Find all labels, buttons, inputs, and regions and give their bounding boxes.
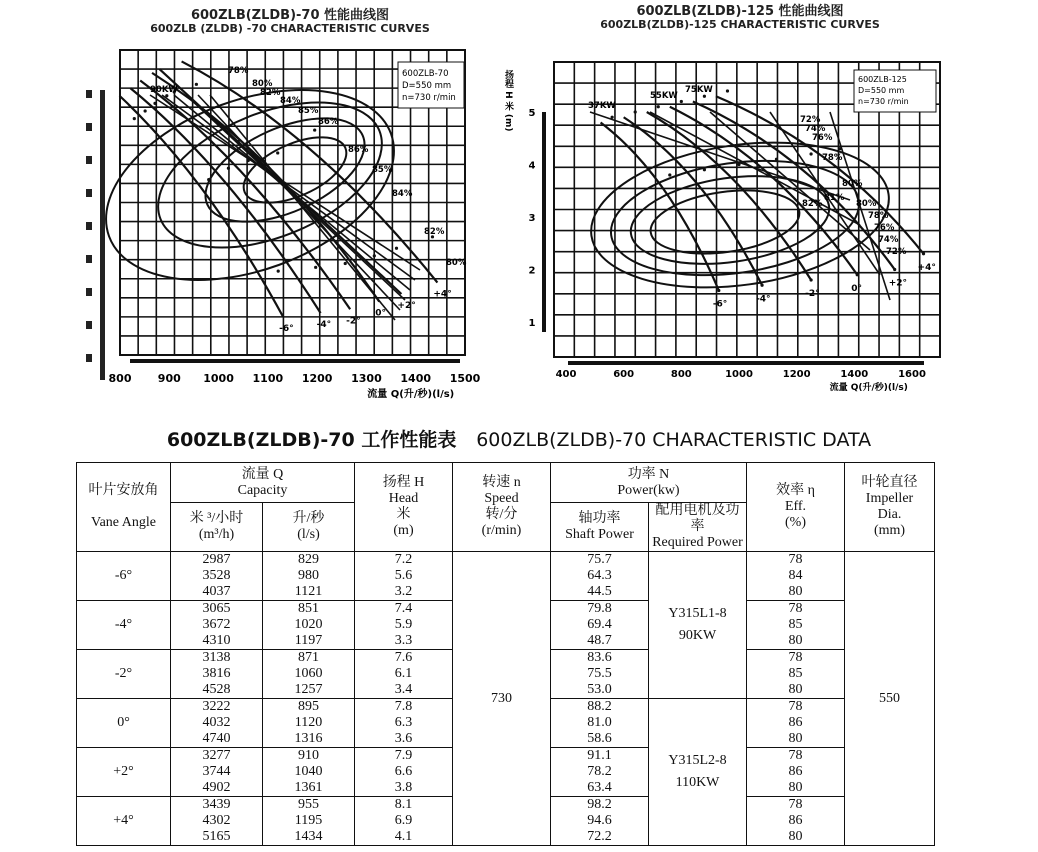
- y-tick-label: 2: [528, 265, 536, 277]
- data-point: [809, 278, 812, 281]
- data-point: [726, 89, 729, 92]
- x-axis-title: 流量 Q(升/秒)(l/s): [367, 389, 455, 400]
- chart-annotation: 82%: [424, 227, 445, 237]
- right-chart-subtitle: 600ZLB(ZLDB)-125 CHARACTERISTIC CURVES: [600, 18, 880, 31]
- x-tick-label: 1000: [203, 372, 234, 385]
- data-point: [144, 109, 147, 112]
- header-m3h: 米 ³/小时 (m³/h): [171, 503, 263, 552]
- data-point: [276, 151, 279, 154]
- chart-annotation: 82%: [260, 88, 281, 98]
- vane-angle-cell: -2°: [77, 650, 171, 699]
- x-tick-label: 1200: [301, 372, 333, 385]
- efficiency-cell: 78 86 80: [747, 797, 845, 846]
- x-tick-label: 400: [555, 369, 577, 380]
- header-capacity: 流量 Q Capacity: [171, 463, 355, 503]
- chart-annotation: 82%: [802, 199, 823, 209]
- data-point: [680, 100, 683, 103]
- x-tick-label: 600: [613, 369, 635, 380]
- x-tick-label: 1400: [840, 369, 869, 380]
- x-axis-title: 流量 Q(升/秒)(l/s): [829, 383, 908, 393]
- data-point: [856, 273, 859, 276]
- header-speed: 转速 n Speed 转/分 (r/min): [453, 463, 551, 552]
- x-tick-label: 900: [157, 372, 181, 385]
- vane-angle-cell: -4°: [77, 601, 171, 650]
- chart-annotation: 86%: [318, 117, 339, 127]
- capacity-m3h-cell: 3138 3816 4528: [171, 650, 263, 699]
- chart-annotation: 80%: [842, 179, 863, 189]
- data-point: [703, 168, 706, 171]
- data-point: [634, 110, 637, 113]
- chart-annotation: 84%: [392, 189, 413, 199]
- data-point: [657, 105, 660, 108]
- data-point: [227, 167, 230, 170]
- y-tick-label: 4: [528, 160, 536, 172]
- table-title: [0, 425, 1038, 452]
- y-tick-label: 3: [528, 213, 536, 224]
- efficiency-cell: 78 85 80: [747, 650, 845, 699]
- info-box-line: n=730 r/min: [858, 97, 909, 106]
- chart-annotation: 90KW: [150, 85, 178, 95]
- capacity-m3h-cell: 3222 4032 4740: [171, 699, 263, 748]
- series-label: +4°: [917, 262, 936, 273]
- head-cell: 7.2 5.6 3.2: [355, 552, 453, 601]
- head-cell: 8.1 6.9 4.1: [355, 797, 453, 846]
- info-box-line: n=730 r/min: [402, 93, 456, 103]
- capacity-m3h-cell: 2987 3528 4037: [171, 552, 263, 601]
- x-tick-label: 1200: [782, 369, 811, 380]
- right-chart-title: 600ZLB(ZLDB)-125 性能曲线图: [636, 4, 844, 19]
- left-chart-svg: [0, 0, 520, 410]
- chart-annotation: 80%: [252, 79, 273, 89]
- x-tick-label: 1600: [898, 369, 926, 380]
- info-box-line: D=550 mm: [858, 86, 905, 95]
- series-label: -4°: [316, 320, 332, 331]
- shaft-power-cell: 79.8 69.4 48.7: [551, 601, 649, 650]
- chart-annotation: 72%: [800, 115, 821, 125]
- impeller-cell: 550: [845, 552, 935, 846]
- head-cell: 7.9 6.6 3.8: [355, 748, 453, 797]
- shaft-power-cell: 91.1 78.2 63.4: [551, 748, 649, 797]
- chart-annotation: 85%: [298, 106, 319, 116]
- x-tick-label: 1000: [725, 369, 753, 380]
- data-point: [668, 173, 671, 176]
- data-point: [703, 95, 706, 98]
- capacity-ls-cell: 851 1020 1197: [263, 601, 355, 650]
- y-tick-mark: [86, 321, 92, 329]
- y-tick-mark: [86, 288, 92, 296]
- series-line: [601, 123, 719, 291]
- data-point: [133, 117, 136, 120]
- chart-annotation: 80%: [446, 258, 467, 268]
- series-label: -2°: [346, 316, 361, 327]
- left-chart-title: 600ZLB(ZLDB)-70 性能曲线图: [190, 8, 390, 23]
- data-point: [195, 83, 198, 86]
- x-axis-bar: [130, 359, 460, 363]
- chart-annotation: 78%: [822, 153, 843, 163]
- data-point: [344, 262, 347, 265]
- chart-annotation: 74%: [805, 124, 826, 134]
- head-cell: 7.4 5.9 3.3: [355, 601, 453, 650]
- series-label: 0°: [375, 308, 387, 319]
- data-point: [153, 102, 156, 105]
- shaft-power-cell: 75.7 64.3 44.5: [551, 552, 649, 601]
- series-label: +4°: [433, 289, 452, 300]
- table-body: [77, 552, 935, 846]
- header-head: 扬程 H Head 米 (m): [355, 463, 453, 552]
- efficiency-cell: 78 86 80: [747, 699, 845, 748]
- chart-annotation: 76%: [874, 223, 895, 233]
- y-axis-title: 扬程 H 米 (m): [503, 70, 513, 132]
- header-vane-angle: 叶片安放角 Vane Angle: [77, 463, 171, 552]
- chart-annotation: 75KW: [685, 85, 713, 95]
- series-label: -2°: [805, 289, 820, 299]
- data-point: [893, 268, 896, 271]
- data-point: [277, 270, 280, 273]
- efficiency-cell: 78 86 80: [747, 748, 845, 797]
- left-chart: [0, 0, 520, 410]
- header-required-power: 配用电机及功率 Required Power: [649, 503, 747, 552]
- capacity-ls-cell: 829 980 1121: [263, 552, 355, 601]
- capacity-ls-cell: 955 1195 1434: [263, 797, 355, 846]
- efficiency-cell: 78 85 80: [747, 601, 845, 650]
- required-power-cell: Y315L2-8 110KW: [649, 699, 747, 846]
- header-eff: 效率 η Eff. (%): [747, 463, 845, 552]
- info-box-line: 600ZLB-125: [858, 75, 907, 84]
- y-axis-bar: [542, 112, 546, 332]
- table-row: [77, 552, 935, 601]
- header-power: 功率 N Power(kw): [551, 463, 747, 503]
- x-tick-label: 800: [670, 369, 692, 380]
- y-axis-bar: [100, 90, 105, 380]
- y-tick-mark: [86, 255, 92, 263]
- header-shaft-power: 轴功率 Shaft Power: [551, 503, 649, 552]
- data-point: [922, 252, 925, 255]
- right-chart: [490, 0, 1038, 410]
- x-tick-label: 800: [108, 372, 132, 385]
- capacity-ls-cell: 895 1120 1316: [263, 699, 355, 748]
- x-tick-label: 1100: [252, 372, 284, 385]
- data-point: [313, 128, 316, 131]
- info-box-line: 600ZLB-70: [402, 69, 449, 79]
- vane-angle-cell: +4°: [77, 797, 171, 846]
- info-box-line: D=550 mm: [402, 81, 452, 91]
- chart-annotation: 86%: [348, 145, 369, 155]
- x-tick-label: 1300: [351, 372, 382, 385]
- capacity-m3h-cell: 3065 3672 4310: [171, 601, 263, 650]
- head-cell: 7.6 6.1 3.4: [355, 650, 453, 699]
- y-tick-label: 5: [528, 108, 536, 119]
- capacity-ls-cell: 871 1060 1257: [263, 650, 355, 699]
- chart-annotation: 37KW: [588, 101, 616, 111]
- data-point: [760, 284, 763, 287]
- vane-angle-cell: -6°: [77, 552, 171, 601]
- chart-annotation: 81%: [824, 193, 845, 203]
- power-line: [650, 112, 860, 225]
- capacity-ls-cell: 910 1040 1361: [263, 748, 355, 797]
- required-power-cell: Y315L1-8 90KW: [649, 552, 747, 699]
- speed-cell: 730: [453, 552, 551, 846]
- data-point: [717, 289, 720, 292]
- shaft-power-cell: 88.2 81.0 58.6: [551, 699, 649, 748]
- chart-annotation: 76%: [812, 133, 833, 143]
- chart-annotation: 78%: [868, 211, 889, 221]
- series-label: -6°: [279, 323, 294, 334]
- chart-annotation: 74%: [878, 235, 899, 245]
- chart-annotation: 78%: [228, 66, 249, 76]
- series-label: -4°: [756, 294, 771, 305]
- header-ls: 升/秒 (l/s): [263, 503, 355, 552]
- y-tick-mark: [86, 90, 92, 98]
- efficiency-cell: 78 84 80: [747, 552, 845, 601]
- capacity-m3h-cell: 3439 4302 5165: [171, 797, 263, 846]
- x-axis-bar: [568, 361, 924, 365]
- y-tick-label: 1: [528, 318, 536, 329]
- series-label: +2°: [888, 278, 908, 289]
- chart-annotation: 72%: [886, 247, 907, 257]
- chart-annotation: 55KW: [650, 91, 678, 101]
- y-tick-mark: [86, 189, 92, 197]
- x-tick-label: 1400: [400, 372, 432, 385]
- vane-angle-cell: +2°: [77, 748, 171, 797]
- left-chart-subtitle: 600ZLB (ZLDB) -70 CHARACTERISTIC CURVES: [150, 22, 430, 35]
- shaft-power-cell: 98.2 94.6 72.2: [551, 797, 649, 846]
- data-point: [207, 178, 210, 181]
- y-tick-mark: [86, 123, 92, 131]
- header-impeller: 叶轮直径 Impeller Dia. (mm): [845, 463, 935, 552]
- series-label: -6°: [712, 299, 728, 310]
- characteristic-table: [76, 462, 935, 846]
- vane-angle-cell: 0°: [77, 699, 171, 748]
- data-point: [809, 152, 812, 155]
- y-tick-mark: [86, 354, 92, 362]
- table-title-cn: 600ZLB(ZLDB)-70 工作性能表: [166, 429, 457, 451]
- y-tick-mark: [86, 156, 92, 164]
- head-cell: 7.8 6.3 3.6: [355, 699, 453, 748]
- data-point: [395, 247, 398, 250]
- table-title-en: 600ZLB(ZLDB)-70 CHARACTERISTIC DATA: [476, 429, 872, 451]
- data-point: [775, 158, 778, 161]
- shaft-power-cell: 83.6 75.5 53.0: [551, 650, 649, 699]
- x-tick-label: 1500: [449, 372, 481, 385]
- capacity-m3h-cell: 3277 3744 4902: [171, 748, 263, 797]
- series-label: +2°: [397, 301, 416, 311]
- series-label: 0°: [851, 283, 862, 294]
- chart-annotation: 80%: [856, 199, 877, 209]
- data-point: [373, 254, 376, 257]
- y-tick-mark: [86, 222, 92, 230]
- chart-annotation: 84%: [280, 96, 301, 106]
- chart-annotation: 85%: [372, 165, 393, 175]
- right-chart-svg: [490, 0, 1038, 410]
- data-point: [314, 266, 317, 269]
